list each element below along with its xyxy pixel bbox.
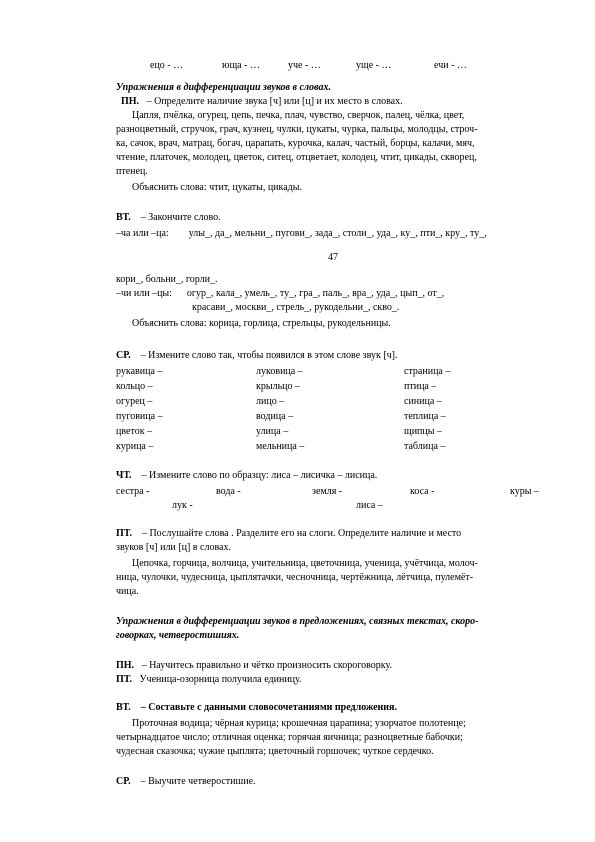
- text-line: Цепочка, горчица, волчица, учительница, цветочница, ученица, учётчица, молоч-: [132, 558, 478, 569]
- word-cell: земля -: [312, 486, 343, 497]
- word-cell: крыльцо –: [256, 381, 300, 392]
- section-title: Упражнения в дифференциации звуков в предложениях, связных текстах, скоро-: [116, 616, 479, 627]
- top-item: уче - …: [288, 60, 321, 71]
- word-cell: мельница –: [256, 441, 305, 452]
- exercise-heading: [116, 674, 302, 686]
- text-line: Цапля, пчёлка, огурец, цепь, печка, плач, чувство, сверчок, палец, чёлка, цвет,: [132, 110, 465, 121]
- word-cell: лицо –: [256, 396, 285, 407]
- word-cell: куры –: [510, 486, 539, 497]
- word-cell: вода -: [216, 486, 241, 497]
- exercise-tag: СР.: [116, 350, 131, 361]
- word-cell: цветок –: [116, 426, 153, 437]
- exercise-heading: [121, 96, 403, 108]
- exercise-tag: ЧТ.: [116, 470, 132, 481]
- exercise-heading: [116, 776, 256, 788]
- word-cell: теплица –: [404, 411, 446, 422]
- exercise-heading: [116, 212, 221, 224]
- word-cell: страница –: [404, 366, 451, 377]
- word-cell: коса -: [410, 486, 435, 497]
- word-cell: улица –: [256, 426, 289, 437]
- word-cell: лук -: [172, 500, 193, 511]
- word-cell: луковица –: [256, 366, 303, 377]
- text-line: красави_, москви_, стрель_, рукодельни_, скво_.: [192, 302, 400, 313]
- word-cell: щипцы –: [404, 426, 442, 437]
- exercise-tag: ВТ.: [116, 212, 131, 223]
- exercise-tag: ПН.: [121, 96, 140, 107]
- exercise-task: – Измените слово так, чтобы появился в этом слове звук [ч].: [140, 350, 398, 361]
- top-item: ецо - …: [150, 60, 184, 71]
- exercise-tag: СР.: [116, 776, 131, 787]
- page-number: 47: [328, 252, 338, 263]
- text-line: четырнадцатое число; отличная оценка; горячая яичница; разноцветные бабочки;: [116, 732, 463, 743]
- text-line: Проточная водица; чёрная курица; крошечная царапина; узорчатое полотенце;: [132, 718, 466, 729]
- word-cell: синица –: [404, 396, 442, 407]
- explain-line: Объяснить слова: чтит, цукаты, цикады.: [132, 182, 302, 193]
- word-cell: пуговица –: [116, 411, 163, 422]
- top-item: ечи - …: [434, 60, 467, 71]
- exercise-tag: ПН.: [116, 660, 135, 671]
- exercise-task: – Послушайте слова . Разделите его на слоги. Определите наличие и место: [141, 528, 462, 539]
- exercise-tag: ПТ.: [116, 674, 132, 685]
- exercise-heading: [116, 470, 377, 482]
- explain-line: Объяснить слова: корица, горлица, стрельцы, рукодельницы.: [132, 318, 391, 329]
- word-cell: курица –: [116, 441, 154, 452]
- exercise-task: – Научитесь правильно и чётко произносить скороговорку.: [141, 660, 392, 671]
- exercise-task: – Выучите четверостишие.: [140, 776, 256, 787]
- text-line: чудесная сказочка; чужие цыплята; цветочный горшочек; чуткое сердечко.: [116, 746, 434, 757]
- text-line: –чи или –цы: огур_, кала_, умель_, ту_, гра_, паль_, вра_, уда_, цып_, от_,: [116, 288, 445, 299]
- text-line: ница, чулочки, чудесница, цыплятачки, чесночница, чертёжница, лётчица, пулемёт-: [116, 572, 474, 583]
- section-title: говорках, четверостишиях.: [116, 630, 240, 641]
- exercise-task: Ученица-озорница получила единицу.: [139, 674, 302, 685]
- text-line: чица.: [116, 586, 139, 597]
- exercise-heading: [116, 528, 461, 540]
- text-line: –ча или –ца: улы_, да_, мельни_, пугови_, зада_, столи_, уда_, ку_, пти_, кру_, ту_,: [116, 228, 487, 239]
- word-cell: водица –: [256, 411, 294, 422]
- text-line: птенец.: [116, 166, 148, 177]
- exercise-task: – Закончите слово.: [140, 212, 221, 223]
- text-line: звуков [ч] или [ц] в словах.: [116, 542, 231, 553]
- text-line: чтение, платочек, молодец, цветок, ситец, отцветает, колодец, чтит, цикады, скворец,: [116, 152, 477, 163]
- word-cell: кольцо –: [116, 381, 153, 392]
- word-cell: лиса –: [356, 500, 383, 511]
- exercise-task: – Измените слово по образцу: лиса – лисичка – лисица.: [141, 470, 378, 481]
- word-cell: сестра -: [116, 486, 150, 497]
- exercise-heading: [116, 702, 397, 714]
- exercise-task: – Составьте с данными словосочетаниями предложения.: [140, 702, 397, 713]
- exercise-heading: [116, 350, 398, 362]
- section-title: Упражнения в дифференциации звуков в словах.: [116, 82, 331, 93]
- text-line: ка, сачок, врач, матрац, богач, царапать, курочка, калач, частый, борцы, калачи, мяч,: [116, 138, 475, 149]
- word-cell: огурец –: [116, 396, 153, 407]
- text-line: разноцветный, стручок, грач, кузнец, чулки, цукаты, чурка, пальцы, молодцы, строч-: [116, 124, 478, 135]
- exercise-heading: [116, 660, 392, 672]
- exercise-tag: ВТ.: [116, 702, 131, 713]
- word-cell: птица –: [404, 381, 437, 392]
- exercise-task: – Определите наличие звука [ч] или [ц] и их место в словах.: [146, 96, 403, 107]
- exercise-tag: ПТ.: [116, 528, 132, 539]
- word-cell: таблица –: [404, 441, 446, 452]
- top-item: юща - …: [222, 60, 260, 71]
- top-item: уще - …: [356, 60, 392, 71]
- word-cell: рукавица –: [116, 366, 163, 377]
- text-line: кори_, больни_, горли_.: [116, 274, 218, 285]
